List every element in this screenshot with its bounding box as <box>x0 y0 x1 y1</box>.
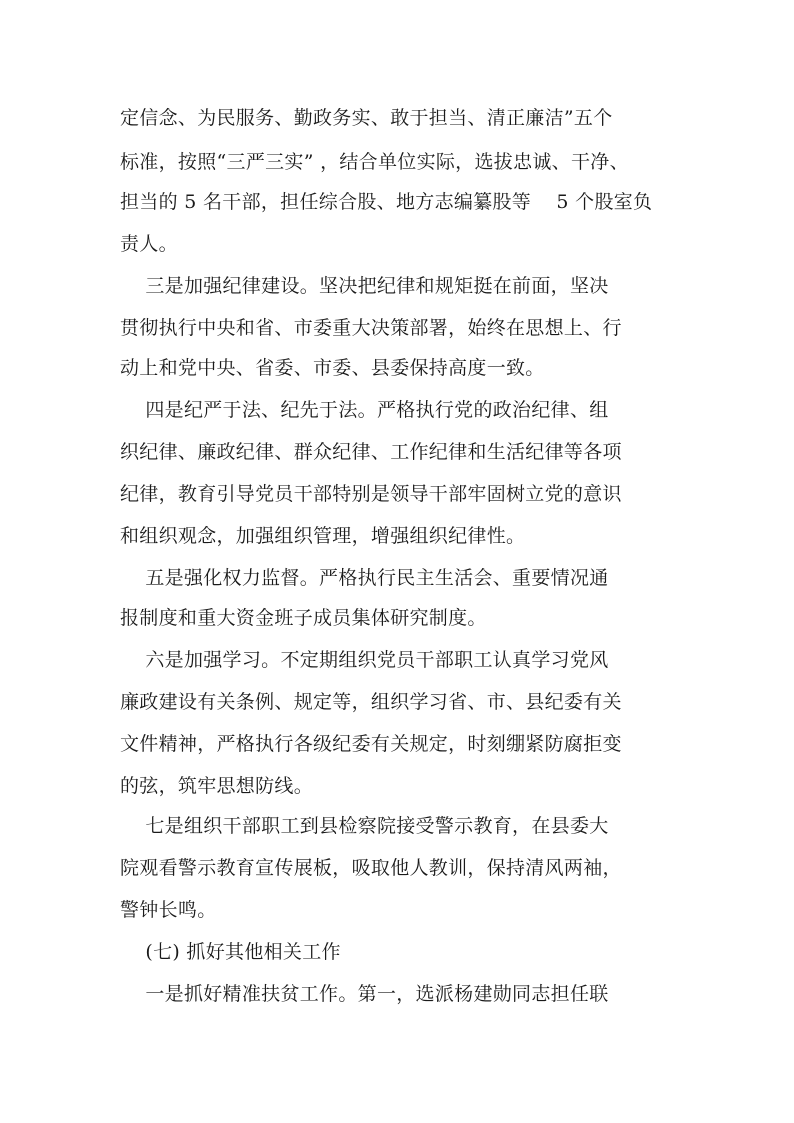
text-line: 织纪律、廉政纪律、群众纪律、工作纪律和生活纪律等各项 <box>120 441 622 463</box>
paragraph-start: 四是纪严于法、纪先于法。严格执行党的政治纪律、组 <box>120 399 609 421</box>
text-line: 和组织观念，加强组织管理，增强组织纪律性。 <box>120 525 526 547</box>
text-line: 纪律，教育引导党员干部特别是领导干部牢固树立党的意识 <box>120 483 622 505</box>
text-line: 院观看警示教育宣传展板，吸取他人教训，保持清风两袖， <box>120 857 622 879</box>
text-line: 责人。 <box>120 233 178 255</box>
text-line: 动上和党中央、省委、市委、县委保持高度一致。 <box>120 357 545 379</box>
text-line: 担当的 5 名干部，担任综合股、地方志编纂股等 5 个股室负 <box>120 191 653 213</box>
text-line: 的弦，筑牢思想防线。 <box>120 775 314 797</box>
text-line: 贯彻执行中央和省、市委重大决策部署，始终在思想上、行 <box>120 317 622 339</box>
text-line: 警钟长鸣。 <box>120 899 217 921</box>
paragraph-start: 五是强化权力监督。严格执行民主生活会、重要情况通 <box>120 567 609 589</box>
text-line: 文件精神，严格执行各级纪委有关规定，时刻绷紧防腐拒变 <box>120 733 622 755</box>
text-line: 报制度和重大资金班子成员集体研究制度。 <box>120 607 487 629</box>
paragraph-start: 一是抓好精准扶贫工作。第一，选派杨建勋同志担任联 <box>120 983 609 1005</box>
text-line: 标准，按照“三严三实” ，结合单位实际，选拔忠诚、干净、 <box>120 151 629 173</box>
section-heading: (七) 抓好其他相关工作 <box>120 941 341 963</box>
text-line: 廉政建设有关条例、规定等，组织学习省、市、县纪委有关 <box>120 691 622 713</box>
paragraph-start: 六是加强学习。不定期组织党员干部职工认真学习党风 <box>120 649 609 671</box>
text-line: 定信念、为民服务、勤政务实、敢于担当、清正廉洁”五个 <box>120 107 613 129</box>
paragraph-start: 七是组织干部职工到县检察院接受警示教育，在县委大 <box>120 815 609 837</box>
paragraph-start: 三是加强纪律建设。坚决把纪律和规矩挺在前面，坚决 <box>120 275 609 297</box>
